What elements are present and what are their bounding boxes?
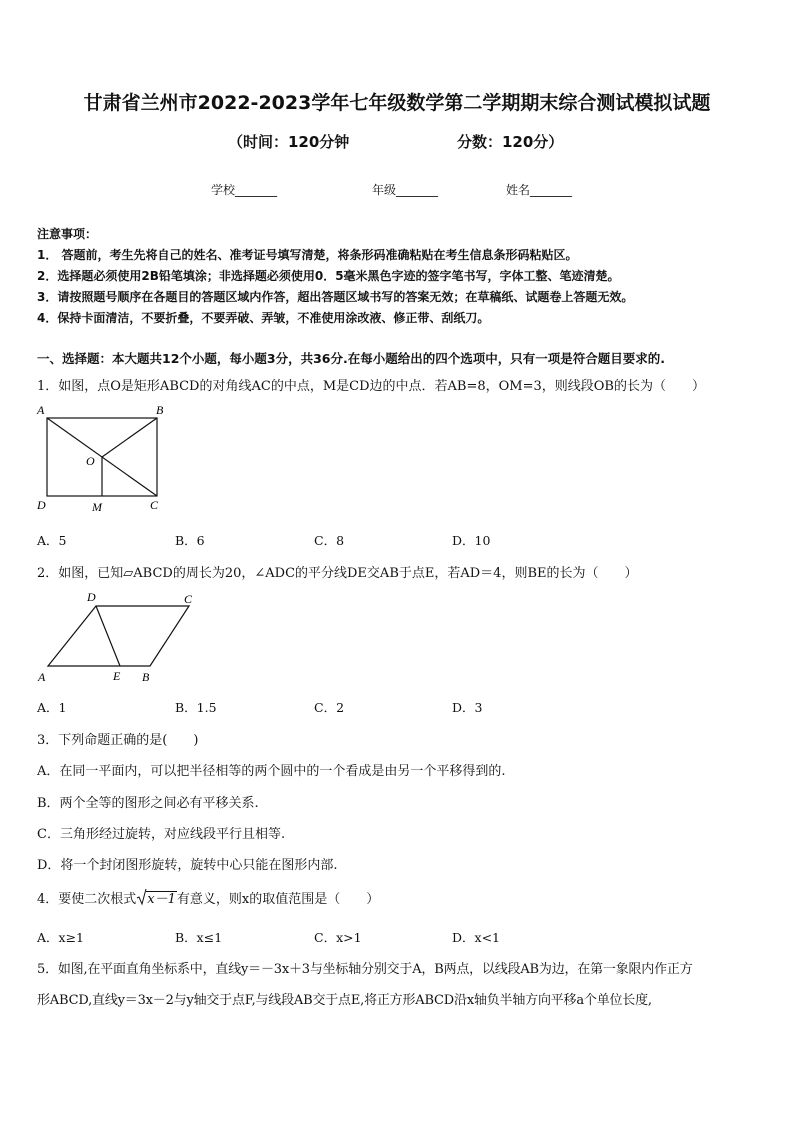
question-3-option-c: C．三角形经过旋转，对应线段平行且相等.	[37, 827, 286, 842]
question-4-option-c: C．x>1	[314, 930, 362, 945]
question-1-option-a: A．5	[37, 533, 67, 548]
label-b: B	[156, 403, 164, 417]
question-4-stem-end: 有意义，则x的取值范围是（ ）	[176, 892, 380, 907]
label-a: A	[37, 403, 45, 417]
label-a: A	[38, 670, 46, 684]
notice-heading: 注意事项：	[37, 227, 98, 241]
notice-item: 4．保持卡面清洁，不要折叠，不要弄破、弄皱，不准使用涂改液、修正带、刮纸刀。	[37, 311, 490, 325]
question-1-option-d: D．10	[452, 533, 491, 548]
question-3-option-b: B．两个全等的图形之间必有平移关系.	[37, 796, 259, 811]
question-5-line-2: 形ABCD,直线y＝3x－2与y轴交于点F,与线段AB交于点E,将正方形ABCD沿x轴负半轴方向平移a个单位长度,	[37, 993, 652, 1008]
exam-time: （时间：120分钟	[228, 133, 350, 151]
question-2-figure	[34, 588, 204, 686]
page-title: 甘肃省兰州市2022-2023学年七年级数学第二学期期末综合测试模拟试题	[83, 92, 711, 114]
label-c: C	[150, 498, 159, 512]
question-1-stem: 1．如图，点O是矩形ABCD的对角线AC的中点，M是CD边的中点．若AB=8，OM=3，则线段OB的长为（ ）	[37, 379, 705, 394]
question-2-option-d: D．3	[452, 700, 483, 715]
question-2-option-a: A．1	[37, 700, 67, 715]
question-4-stem-start: 4．要使二次根式	[37, 892, 137, 907]
question-2-option-c: C．2	[314, 700, 345, 715]
label-o: O	[86, 454, 95, 468]
question-1-option-c: C．8	[314, 533, 345, 548]
label-c: C	[184, 592, 193, 606]
grade-field: 年级_______	[372, 183, 439, 197]
question-3-stem: 3．下列命题正确的是( )	[37, 733, 199, 748]
question-4-option-d: D．x<1	[452, 930, 500, 945]
school-field: 学校_______	[211, 183, 278, 197]
notice-item: 2．选择题必须使用2B铅笔填涂；非选择题必须使用0．5毫米黑色字迹的签字笔书写，字体工整、笔迹清楚。	[37, 269, 620, 283]
question-2-option-b: B．1.5	[175, 700, 217, 715]
label-d: D	[87, 590, 96, 604]
label-e: E	[113, 669, 121, 683]
question-5-line-1: 5．如图,在平面直角坐标系中，直线y＝－3x＋3与坐标轴分别交于A，B两点，以线段AB为边，在第一象限内作正方	[37, 962, 693, 977]
radical	[136, 888, 177, 907]
label-d: D	[37, 498, 46, 512]
question-1-option-b: B．6	[175, 533, 205, 548]
radicand: x－1	[147, 892, 176, 907]
question-3-option-d: D．将一个封闭图形旋转，旋转中心只能在图形内部.	[37, 858, 338, 873]
question-4-stem	[37, 888, 379, 907]
parallelogram-abcd	[48, 606, 189, 666]
notice-item: 3．请按照题号顺序在各题目的答题区域内作答，超出答题区域书写的答案无效；在草稿纸、试题卷上答题无效。	[37, 290, 634, 304]
radical-sign-icon	[136, 888, 147, 906]
label-b: B	[142, 670, 150, 684]
bisector-de	[96, 606, 120, 666]
segment-ob	[102, 418, 157, 457]
section-heading: 一、选择题：本大题共12个小题，每小题3分，共36分.在每小题给出的四个选项中，只有一项是符合题目要求的.	[37, 351, 665, 366]
name-field: 姓名_______	[506, 183, 573, 197]
notice-item: 1． 答题前，考生先将自己的姓名、准考证号填写清楚，将条形码准确粘贴在考生信息条形码粘贴区。	[37, 248, 578, 262]
question-1-figure	[34, 401, 174, 517]
question-2-stem: 2．如图，已知▱ABCD的周长为20，∠ADC的平分线DE交AB于点E，若AD＝4，则BE的长为（ ）	[37, 566, 638, 581]
question-4-option-a: A．x≥1	[37, 930, 85, 945]
label-m: M	[92, 500, 102, 514]
question-4-option-b: B．x≤1	[175, 930, 223, 945]
question-3-option-a: A．在同一平面内，可以把半径相等的两个圆中的一个看成是由另一个平移得到的.	[37, 764, 506, 779]
exam-score: 分数：120分）	[457, 133, 564, 151]
